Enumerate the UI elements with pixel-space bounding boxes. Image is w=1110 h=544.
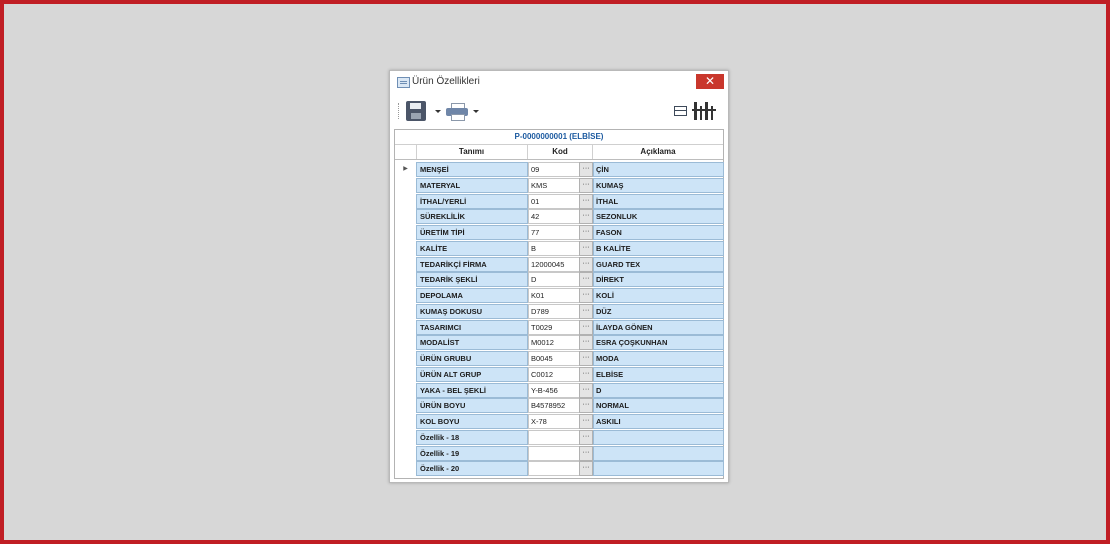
cell-tanimi: ÜRETİM TİPİ	[416, 225, 528, 240]
cell-tanimi: TEDARİKÇİ FİRMA	[416, 257, 528, 272]
lookup-ellipsis-button[interactable]: ···	[579, 272, 593, 287]
table-row[interactable]	[395, 445, 723, 461]
lookup-ellipsis-button[interactable]: ···	[579, 178, 593, 193]
row-indicator[interactable]	[395, 397, 416, 413]
row-indicator[interactable]	[395, 413, 416, 429]
table-row[interactable]	[395, 208, 723, 224]
cell-tanimi: KALİTE	[416, 241, 528, 256]
row-indicator[interactable]	[395, 460, 416, 476]
row-indicator[interactable]	[395, 224, 416, 240]
lookup-ellipsis-button[interactable]: ···	[579, 461, 593, 476]
table-row[interactable]	[395, 287, 723, 303]
cell-tanimi: ÜRÜN ALT GRUP	[416, 367, 528, 382]
cell-kod-input[interactable]: KMS	[528, 178, 580, 193]
lookup-ellipsis-button[interactable]: ···	[579, 304, 593, 319]
lookup-ellipsis-button[interactable]: ···	[579, 209, 593, 224]
cell-kod-input[interactable]: B0045	[528, 351, 580, 366]
lookup-ellipsis-button[interactable]: ···	[579, 162, 593, 177]
layout-icon[interactable]	[674, 106, 687, 116]
row-indicator[interactable]	[395, 334, 416, 350]
table-row[interactable]	[395, 256, 723, 272]
product-properties-window	[389, 70, 729, 483]
cell-aciklama: FASON	[593, 225, 724, 240]
table-row[interactable]	[395, 413, 723, 429]
cell-aciklama: D	[593, 383, 724, 398]
lookup-ellipsis-button[interactable]: ···	[579, 414, 593, 429]
cell-kod-input[interactable]: D	[528, 272, 580, 287]
table-row[interactable]	[395, 350, 723, 366]
lookup-ellipsis-button[interactable]: ···	[579, 320, 593, 335]
cell-tanimi: Özellik - 20	[416, 461, 528, 476]
cell-kod-input[interactable]: M0012	[528, 335, 580, 350]
save-icon[interactable]	[406, 101, 426, 121]
cell-tanimi: ÜRÜN GRUBU	[416, 351, 528, 366]
table-row[interactable]	[395, 240, 723, 256]
cell-kod-input[interactable]: T0029	[528, 320, 580, 335]
cell-aciklama: ESRA ÇOŞKUNHAN	[593, 335, 724, 350]
table-row[interactable]	[395, 366, 723, 382]
row-indicator[interactable]	[395, 382, 416, 398]
header-tanimi[interactable]: Tanımı	[416, 145, 528, 159]
properties-grid	[394, 129, 724, 479]
cell-tanimi: SÜREKLİLİK	[416, 209, 528, 224]
cell-tanimi: TEDARİK ŞEKLİ	[416, 272, 528, 287]
cell-kod-input[interactable]: X-78	[528, 414, 580, 429]
row-indicator[interactable]	[395, 319, 416, 335]
cell-kod-input[interactable]	[528, 461, 580, 476]
cell-aciklama: KOLİ	[593, 288, 724, 303]
lookup-ellipsis-button[interactable]: ···	[579, 225, 593, 240]
row-indicator[interactable]	[395, 366, 416, 382]
cell-tanimi: DEPOLAMA	[416, 288, 528, 303]
save-dropdown-arrow-icon[interactable]	[435, 110, 441, 113]
table-row[interactable]	[395, 334, 723, 350]
cell-kod-input[interactable]: 12000045	[528, 257, 580, 272]
table-row[interactable]	[395, 271, 723, 287]
cell-aciklama: ELBİSE	[593, 367, 724, 382]
grid-title: P-0000000001 (ELBİSE)	[395, 130, 723, 145]
table-row[interactable]	[395, 161, 723, 177]
cell-aciklama: İTHAL	[593, 194, 724, 209]
cell-kod-input[interactable]	[528, 446, 580, 461]
row-indicator[interactable]	[395, 208, 416, 224]
lookup-ellipsis-button[interactable]: ···	[579, 194, 593, 209]
table-row[interactable]	[395, 193, 723, 209]
cell-aciklama: İLAYDA GÖNEN	[593, 320, 724, 335]
window-title: Ürün Özellikleri	[412, 76, 480, 87]
cell-tanimi: YAKA - BEL ŞEKLİ	[416, 383, 528, 398]
lookup-ellipsis-button[interactable]: ···	[579, 241, 593, 256]
column-chooser-icon[interactable]	[692, 100, 716, 122]
cell-tanimi: Özellik - 18	[416, 430, 528, 445]
table-row[interactable]	[395, 460, 723, 476]
cell-aciklama: MODA	[593, 351, 724, 366]
cell-aciklama: DİREKT	[593, 272, 724, 287]
row-indicator[interactable]	[395, 256, 416, 272]
window-app-icon	[397, 77, 410, 88]
row-indicator[interactable]	[395, 240, 416, 256]
cell-kod-input[interactable]: D789	[528, 304, 580, 319]
row-indicator[interactable]: ▶	[403, 166, 408, 172]
cell-aciklama: SEZONLUK	[593, 209, 724, 224]
row-indicator[interactable]	[395, 303, 416, 319]
table-row[interactable]	[395, 177, 723, 193]
cell-tanimi: MENŞEİ	[416, 162, 528, 177]
header-indicator	[395, 145, 417, 159]
table-row[interactable]	[395, 319, 723, 335]
cell-kod-input[interactable]: K01	[528, 288, 580, 303]
lookup-ellipsis-button[interactable]: ···	[579, 335, 593, 350]
title-bar	[390, 71, 728, 93]
cell-tanimi: KOL BOYU	[416, 414, 528, 429]
toolbar-grip[interactable]	[398, 103, 401, 119]
lookup-ellipsis-button[interactable]: ···	[579, 383, 593, 398]
lookup-ellipsis-button[interactable]: ···	[579, 351, 593, 366]
cell-aciklama: GUARD TEX	[593, 257, 724, 272]
header-kod[interactable]: Kod	[528, 145, 593, 159]
table-row[interactable]	[395, 429, 723, 445]
cell-tanimi: İTHAL/YERLİ	[416, 194, 528, 209]
cell-kod-input[interactable]	[528, 430, 580, 445]
row-indicator[interactable]	[395, 429, 416, 445]
lookup-ellipsis-button[interactable]: ···	[579, 288, 593, 303]
lookup-ellipsis-button[interactable]: ···	[579, 367, 593, 382]
header-aciklama[interactable]: Açıklama	[640, 147, 676, 156]
cell-aciklama: KUMAŞ	[593, 178, 724, 193]
row-indicator[interactable]	[395, 350, 416, 366]
table-row[interactable]	[395, 303, 723, 319]
cell-tanimi: KUMAŞ DOKUSU	[416, 304, 528, 319]
cell-aciklama: NORMAL	[593, 398, 724, 413]
print-icon[interactable]	[446, 103, 468, 119]
cell-aciklama: DÜZ	[593, 304, 724, 319]
lookup-ellipsis-button[interactable]: ···	[579, 446, 593, 461]
cell-kod-input[interactable]: B4578952	[528, 398, 580, 413]
row-indicator[interactable]	[395, 193, 416, 209]
lookup-ellipsis-button[interactable]: ···	[579, 257, 593, 272]
cell-kod-input[interactable]: 01	[528, 194, 580, 209]
cell-kod-input[interactable]: 77	[528, 225, 580, 240]
cell-tanimi: MODALİST	[416, 335, 528, 350]
grid-header	[395, 145, 723, 160]
cell-aciklama	[593, 446, 724, 461]
row-indicator[interactable]	[395, 271, 416, 287]
cell-aciklama: ASKILI	[593, 414, 724, 429]
cell-aciklama: ÇİN	[593, 162, 724, 177]
toolbar	[390, 95, 728, 127]
cell-kod-input[interactable]: 09	[528, 162, 580, 177]
table-row[interactable]	[395, 382, 723, 398]
cell-kod-input[interactable]: 42	[528, 209, 580, 224]
print-dropdown-arrow-icon[interactable]	[473, 110, 479, 113]
table-row[interactable]	[395, 224, 723, 240]
cell-aciklama: B KALİTE	[593, 241, 724, 256]
lookup-ellipsis-button[interactable]: ···	[579, 430, 593, 445]
cell-aciklama	[593, 461, 724, 476]
cell-aciklama	[593, 430, 724, 445]
cell-kod-input[interactable]: C0012	[528, 367, 580, 382]
cell-tanimi: Özellik - 19	[416, 446, 528, 461]
cell-tanimi: TASARIMCI	[416, 320, 528, 335]
lookup-ellipsis-button[interactable]: ···	[579, 398, 593, 413]
cell-tanimi: MATERYAL	[416, 178, 528, 193]
close-button[interactable]: ✕	[696, 74, 724, 89]
row-indicator[interactable]	[395, 177, 416, 193]
cell-kod-input[interactable]: B	[528, 241, 580, 256]
cell-tanimi: ÜRÜN BOYU	[416, 398, 528, 413]
row-indicator[interactable]	[395, 445, 416, 461]
table-row[interactable]	[395, 397, 723, 413]
cell-kod-input[interactable]: Y-B-456	[528, 383, 580, 398]
row-indicator[interactable]	[395, 287, 416, 303]
